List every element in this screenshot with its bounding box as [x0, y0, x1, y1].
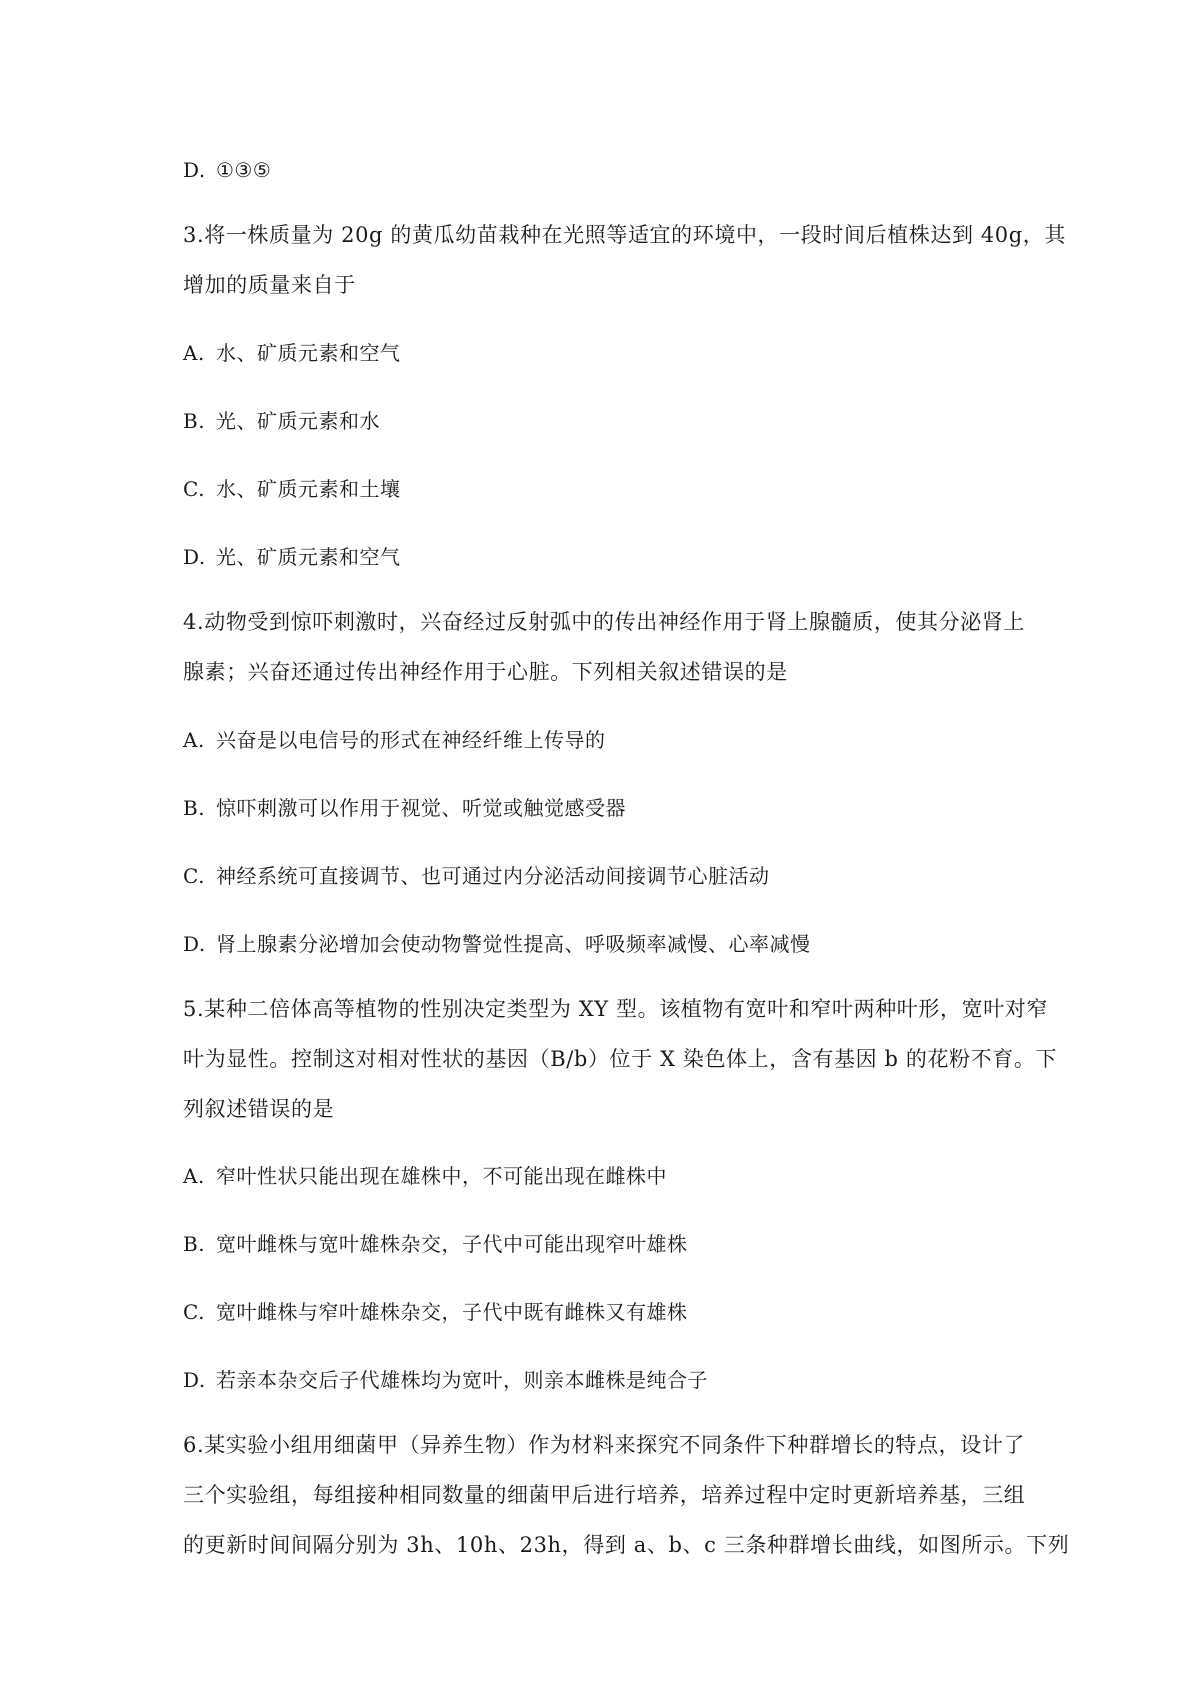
- option-letter: C.: [183, 1300, 205, 1324]
- q5-option-a: [183, 1166, 667, 1186]
- question-4-line-1: 4.动物受到惊吓刺激时，兴奋经过反射弧中的传出神经作用于肾上腺髓质，使其分泌肾上: [183, 610, 1026, 634]
- option-text: 肾上腺素分泌增加会使动物警觉性提高、呼吸频率减慢、心率减慢: [216, 932, 811, 956]
- option-letter: C.: [183, 864, 205, 888]
- option-letter: D.: [183, 158, 206, 182]
- option-letter: D.: [183, 932, 206, 956]
- option-letter: D.: [183, 1368, 206, 1392]
- question-6-line-1: 6.某实验小组用细菌甲（异养生物）作为材料来探究不同条件下种群增长的特点，设计了: [183, 1433, 1026, 1457]
- option-text: ①③⑤: [216, 158, 272, 182]
- q3-option-b: [183, 411, 380, 431]
- question-4-line-2: 腺素；兴奋还通过传出神经作用于心脏。下列相关叙述错误的是: [183, 660, 788, 684]
- option-text: 窄叶性状只能出现在雄株中，不可能出现在雌株中: [216, 1164, 667, 1188]
- q3-option-c: [183, 479, 401, 499]
- q5-option-b: [183, 1234, 688, 1254]
- option-letter: C.: [183, 477, 205, 501]
- option-text: 宽叶雌株与宽叶雄株杂交，子代中可能出现窄叶雄株: [216, 1232, 688, 1256]
- question-3-line-2: 增加的质量来自于: [183, 273, 356, 297]
- option-text: 若亲本杂交后子代雄株均为宽叶，则亲本雌株是纯合子: [216, 1368, 708, 1392]
- q3-option-d: [183, 547, 401, 567]
- option-text: 兴奋是以电信号的形式在神经纤维上传导的: [216, 728, 606, 752]
- option-letter: A.: [183, 728, 205, 752]
- option-letter: B.: [183, 796, 206, 820]
- option-text: 惊吓刺激可以作用于视觉、听觉或触觉感受器: [216, 796, 626, 820]
- q5-option-d: [183, 1370, 708, 1390]
- q3-option-a: [183, 343, 401, 363]
- question-5-line-2: 叶为显性。控制这对相对性状的基因（B/b）位于 X 染色体上，含有基因 b 的花粉不育。下: [183, 1047, 1058, 1071]
- option-letter: A.: [183, 341, 205, 365]
- question-3-line-1: 3.将一株质量为 20g 的黄瓜幼苗栽种在光照等适宜的环境中，一段时间后植株达到 40g，其: [183, 223, 1066, 247]
- option-letter: D.: [183, 545, 206, 569]
- option-letter: B.: [183, 1232, 206, 1256]
- q4-option-d: [183, 934, 811, 954]
- option-text: 宽叶雌株与窄叶雄株杂交，子代中既有雌株又有雄株: [216, 1300, 688, 1324]
- q5-option-c: [183, 1302, 688, 1322]
- option-text: 光、矿质元素和水: [216, 409, 380, 433]
- option-text: 水、矿质元素和空气: [216, 341, 401, 365]
- question-6-line-3: 的更新时间间隔分别为 3h、10h、23h，得到 a、b、c 三条种群增长曲线，如图所示。下列: [183, 1533, 1070, 1557]
- q4-option-b: [183, 798, 626, 818]
- q4-option-c: [183, 866, 770, 886]
- q4-option-a: [183, 730, 606, 750]
- question-6-line-2: 三个实验组，每组接种相同数量的细菌甲后进行培养，培养过程中定时更新培养基，三组: [183, 1483, 1026, 1507]
- question-5-line-3: 列叙述错误的是: [183, 1097, 335, 1121]
- option-text: 神经系统可直接调节、也可通过内分泌活动间接调节心脏活动: [216, 864, 770, 888]
- option-text: 光、矿质元素和空气: [216, 545, 401, 569]
- option-letter: A.: [183, 1164, 205, 1188]
- option-letter: B.: [183, 409, 206, 433]
- question-5-line-1: 5.某种二倍体高等植物的性别决定类型为 XY 型。该植物有宽叶和窄叶两种叶形，宽叶对窄: [183, 997, 1048, 1021]
- option-d-prev: [183, 160, 271, 180]
- option-text: 水、矿质元素和土壤: [216, 477, 401, 501]
